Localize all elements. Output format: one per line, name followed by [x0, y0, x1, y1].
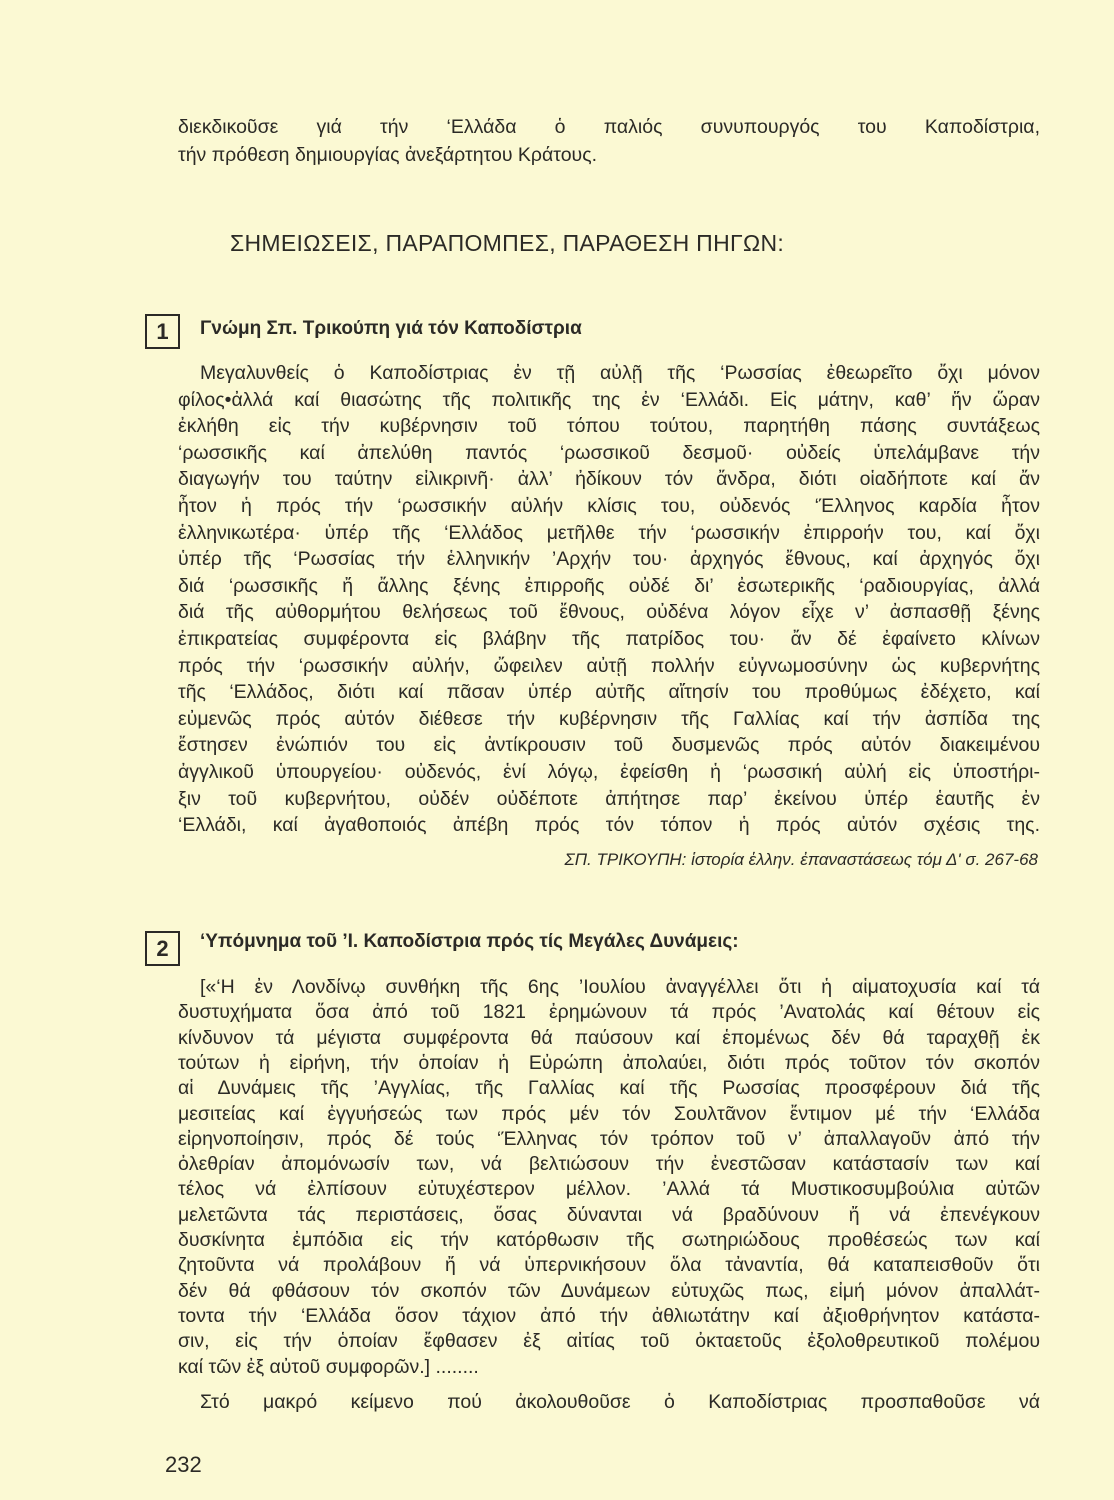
- text-line: ἔστησεν ἐνώπιόν του εἰς ἀντίκρουσιν τοῦ δυσμενῶς πρός αὐτόν διακειμένου: [178, 734, 1040, 757]
- text-line: σιν, εἰς τήν ὁποίαν ἔφθασεν ἐξ αἰτίας τοῦ ὀκταετοῦς ἐξολοθρευτικοῦ πολέμου: [178, 1330, 1040, 1353]
- text-line: δυστυχήματα ὅσα ἀπό τοῦ 1821 ἐρημώνουν τά πρός ’Ανατολάς καί θέτουν εἰς: [178, 1001, 1040, 1024]
- text-line: πρός τήν ‘ρωσσικήν αὐλήν, ὤφειλεν αὐτῇ πολλήν εὐγνωμοσύνην ὡς κυβερνήτης: [178, 654, 1040, 677]
- text-line: κίνδυνον τά μέγιστα συμφέροντα θά παύσουν καί ἑπομένως δέν θά ταραχθῇ ἐκ: [178, 1026, 1040, 1049]
- note-citation: ΣΠ. ΤΡΙΚΟΥΠΗ: ἱστορία ἑλλην. ἐπαναστάσεως τόμ Δ' σ. 267-68: [564, 850, 1038, 869]
- text-line: ἑλληνικωτέρα· ὑπέρ τῆς ‘Ελλάδος μετῆλθε τήν ‘ρωσσικήν ἐπιρροήν του, καί ὄχι: [178, 521, 1040, 544]
- text-line: τούτων ἡ εἰρήνη, τήν ὁποίαν ἡ Εὐρώπη ἀπολαύει, διότι πρός τοῦτον τόν σκοπόν: [178, 1051, 1040, 1074]
- text-line: ὑπέρ τῆς ‘Ρωσσίας τήν ἑλληνικήν ’Αρχήν του· ἀρχηγός ἔθνους, καί ἀρχηγός ὄχι: [178, 548, 1040, 571]
- text-line: τέλος νά ἐλπίσουν εὐτυχέστερον μέλλον. ’Αλλά τά Μυστικοσυμβούλια αὐτῶν: [178, 1178, 1040, 1201]
- note-number-box: 1: [145, 314, 180, 349]
- intro-line: τήν πρόθεση δημιουργίας ἀνεξάρτητου Κράτους.: [178, 144, 598, 166]
- note-number-box: 2: [145, 931, 180, 966]
- text-line: ὀλεθρίαν ἀπομόνωσίν των, νά βελτιώσουν τήν ἐνεστῶσαν κατάστασίν των καί: [178, 1153, 1040, 1176]
- text-line: μελετῶντα τάς περιστάσεις, ὅσας δύνανται νά βραδύνουν ἤ νά ἐπενέγκουν: [178, 1203, 1040, 1226]
- text-line: αἱ Δυνάμεις τῆς ’Αγγλίας, τῆς Γαλλίας καί τῆς Ρωσσίας προσφέρουν διά τῆς: [178, 1077, 1040, 1100]
- text-line: τοντα τήν ‘Ελλάδα ὅσον τάχιον ἀπό τήν ἀθλιωτάτην καί ἀξιοθρήνητον κατάστα-: [178, 1304, 1040, 1327]
- text-line: ζητοῦντα νά προλάβουν ἤ νά ὑπερνικήσουν ὅλα τἀναντία, θά καταπεισθοῦν ὅτι: [178, 1254, 1040, 1277]
- text-line: δέν θά φθάσουν τόν σκοπόν τῶν Δυνάμεων εὐτυχῶς πως, εἰμή μόνον ἀπαλλάτ-: [178, 1279, 1040, 1302]
- text-line: διαγωγήν του ταύτην εἰλικρινῆ· ἀλλ’ ἠδίκουν τόν ἄνδρα, διότι οἱαδήποτε καί ἄν: [178, 468, 1040, 491]
- note-title: Γνώμη Σπ. Τρικούπη γιά τόν Καποδίστρια: [200, 318, 582, 339]
- text-line: τῆς ‘Ελλάδος, διότι καί πᾶσαν ὑπέρ αὐτῆς αἴτησίν του προθύμως ἐδέχετο, καί: [178, 681, 1040, 704]
- text-line: διά ‘ρωσσικῆς ἤ ἄλλης ξένης ἐπιρροῆς οὐδέ δι’ ἐσωτερικῆς ‘ραδιουργίας, ἀλλά: [178, 574, 1040, 597]
- text-line: [«‘Η ἐν Λονδίνῳ συνθήκη τῆς 6ης ’Ιουλίου ἀναγγέλλει ὅτι ἡ αἱματοχυσία καί τά: [200, 976, 1040, 998]
- closing-line: Στό μακρό κείμενο πού ἀκολουθοῦσε ὁ Καποδίστριας προσπαθοῦσε νά: [200, 1391, 1040, 1413]
- text-line: καί τῶν ἐξ αὐτοῦ συμφορῶν.] ........: [178, 1355, 479, 1378]
- text-line: διά τῆς αὐθορμήτου θελήσεως τοῦ ἔθνους, οὐδένα λόγον εἶχε ν’ ἀσπασθῇ ξένης: [178, 601, 1040, 624]
- text-line: εὐμενῶς πρός αὐτόν διέθεσε τήν κυβέρνησιν τῆς Γαλλίας καί τήν ἀσπίδα της: [178, 707, 1040, 730]
- text-line: ἦτον ἡ πρός τήν ‘ρωσσικήν αὐλήν κλίσις του, οὐδενός ‘Έλληνος καρδία ἦτον: [178, 495, 1040, 517]
- section-heading: ΣΗΜΕΙΩΣΕΙΣ, ΠΑΡΑΠΟΜΠΕΣ, ΠΑΡΑΘΕΣΗ ΠΗΓΩΝ:: [230, 230, 785, 256]
- text-line: φίλος•ἀλλά καί θιασώτης τῆς πολιτικῆς της ἐν ‘Ελλάδι. Εἰς μάτην, καθ’ ἥν ὥραν: [178, 388, 1040, 411]
- text-line: ξιν τοῦ κυβερνήτου, οὐδέν οὐδέποτε ἀπήτησε παρ’ ἐκείνου ὑπέρ ἑαυτῆς ἐν: [178, 787, 1040, 810]
- text-line: εἰρηνοποίησιν, πρός δέ τούς ‘Έλληνας τόν τρόπον τοῦ ν’ ἀπαλλαγοῦν ἀπό τήν: [178, 1127, 1040, 1150]
- text-line: Μεγαλυνθείς ὁ Καποδίστριας ἐν τῇ αὐλῇ τῆς ‘Ρωσσίας ἐθεωρεῖτο ὄχι μόνον: [200, 362, 1040, 384]
- text-line: ἐκλήθη εἰς τήν κυβέρνησιν τοῦ τόπου τούτου, παρητήθη πάσης συντάξεως: [178, 415, 1040, 438]
- page-number: 232: [165, 1452, 202, 1477]
- note-title: ‘Υπόμνημα τοῦ ’Ι. Καποδίστρια πρός τίς Μεγάλες Δυνάμεις:: [200, 931, 739, 952]
- intro-line: διεκδικοῦσε γιά τήν ‘Ελλάδα ὁ παλιός συνυπουργός του Καποδίστρια,: [178, 116, 1040, 138]
- text-line: μεσιτείας καί ἐγγυήσεώς των πρός μέν τόν Σουλτᾶνον ἔντιμον μέ τήν ‘Ελλάδα: [178, 1102, 1040, 1125]
- text-line: ἐπικρατείας συμφέροντα εἰς βλάβην τῆς πατρίδος του· ἄν δέ ἐφαίνετο κλίνων: [178, 628, 1040, 650]
- text-line: ἀγγλικοῦ ὑπουργείου· οὐδενός, ἑνί λόγῳ, ἐφείσθη ἡ ‘ρωσσική αὐλή εἰς ὑποστήρι-: [178, 761, 1040, 783]
- text-line: ‘Ελλάδι, καί ἀγαθοποιός ἀπέβη πρός τόν τόπον ἡ πρός αὐτόν σχέσις της.: [178, 814, 1040, 837]
- text-line: ‘ρωσσικῆς καί ἀπελύθη παντός ‘ρωσσικοῦ δεσμοῦ· οὐδείς ὑπελάμβανε τήν: [178, 441, 1040, 464]
- text-line: δυσκίνητα ἐμπόδια εἰς τήν κατόρθωσιν τῆς σωτηριώδους προθέσεώς των καί: [178, 1229, 1040, 1251]
